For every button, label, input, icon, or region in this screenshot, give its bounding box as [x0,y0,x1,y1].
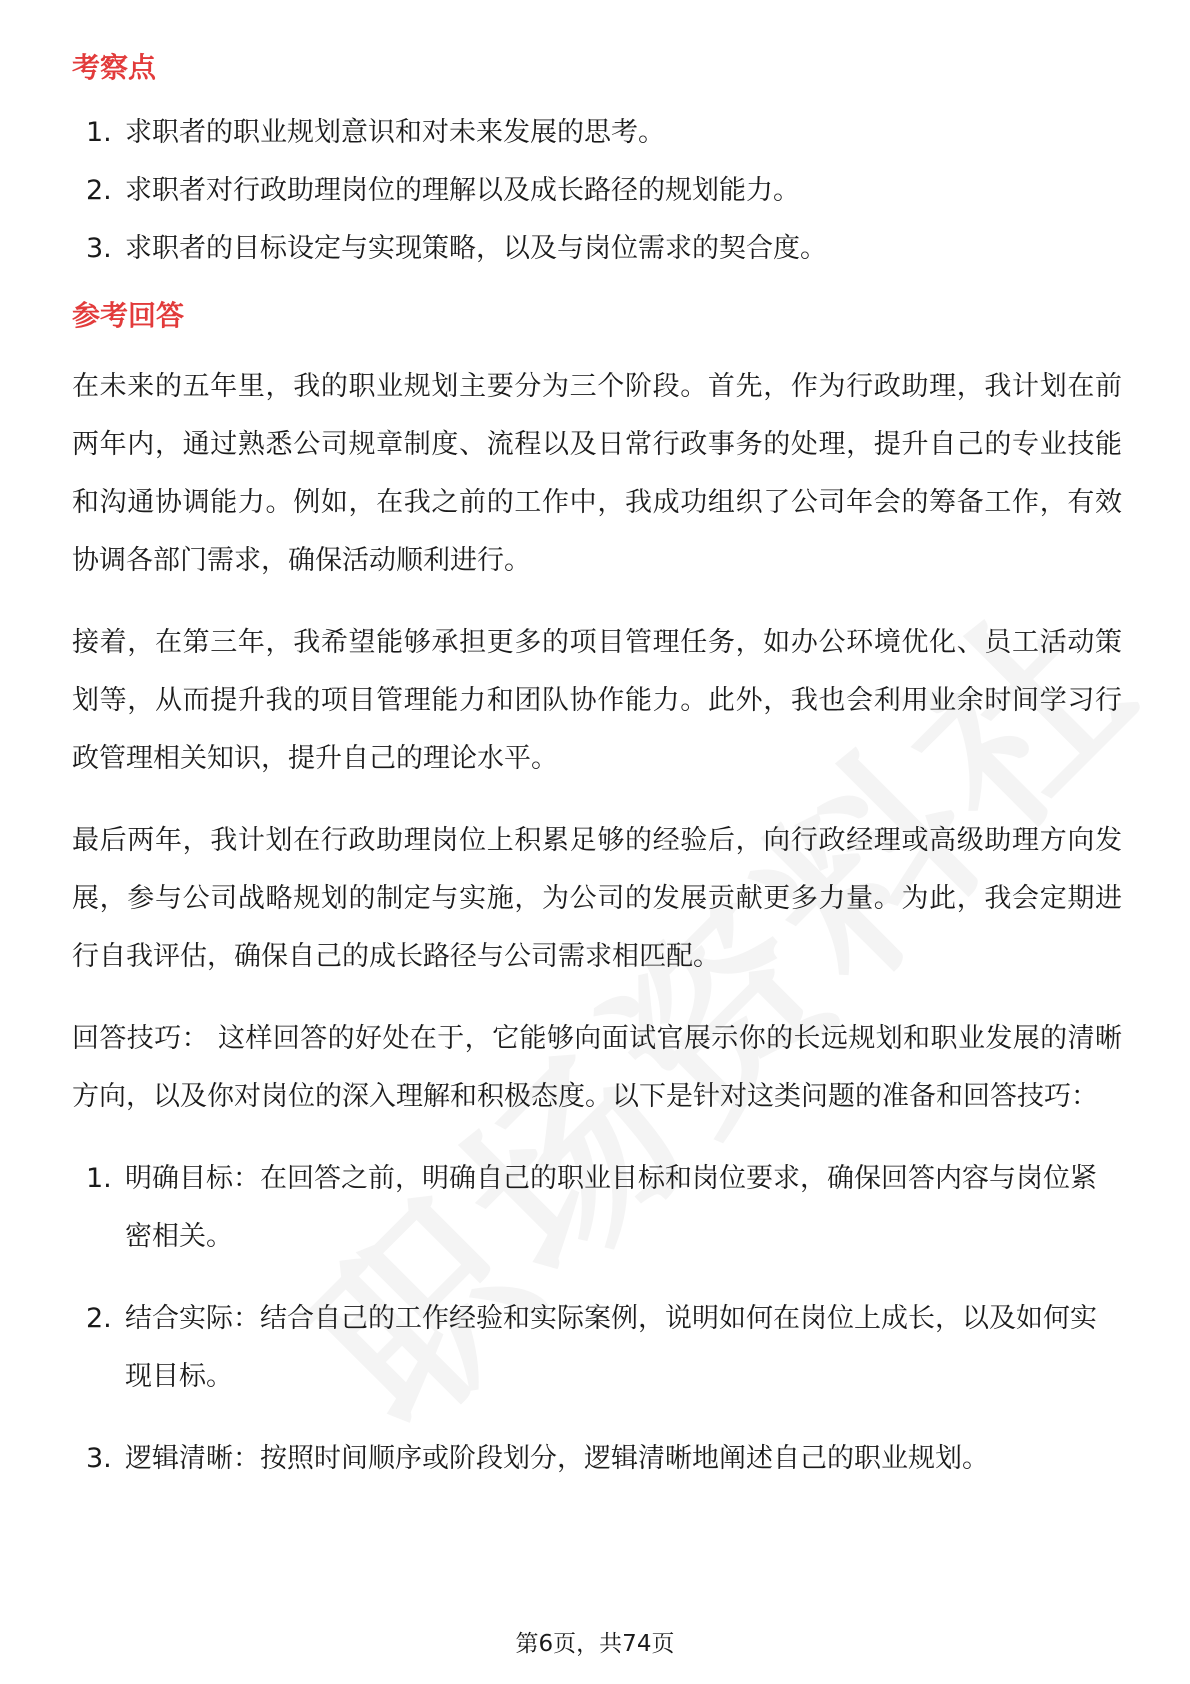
list-number: 3. [86,233,112,264]
list-number: 2. [86,1303,112,1334]
section-title-reference-answer: 参考回答 [72,299,185,332]
list-number: 1. [86,1163,112,1194]
answer-paragraph-1: 在未来的五年里，我的职业规划主要分为三个阶段。首先，作为行政助理，我计划在前两年内，通过熟悉公司规章制度、流程以及日常行政事务的处理，提升自己的专业技能和沟通协调能力。例如，在我之前的工作中，我成功组织了公司年会的筹备工作，有效协调各部门需求，确保活动顺利进行。 [72,371,1122,576]
document-page [72,40,1122,1488]
list-item [72,1290,1122,1406]
answer-tips-intro: 回答技巧： 这样回答的好处在于，它能够向面试官展示你的长远规划和职业发展的清晰方向，以及你对岗位的深入理解和积极态度。以下是针对这类问题的准备和回答技巧： [72,1023,1122,1112]
evaluation-points-list [72,104,1122,278]
list-text: 求职者的目标设定与实现策略，以及与岗位需求的契合度。 [125,233,827,264]
page-number-footer: 第6页，共74页 [515,1631,675,1657]
answer-paragraph-3: 最后两年，我计划在行政助理岗位上积累足够的经验后，向行政经理或高级助理方向发展，参与公司战略规划的制定与实施，为公司的发展贡献更多力量。为此，我会定期进行自我评估，确保自己的成长路径与公司需求相匹配。 [72,825,1122,972]
list-item [72,162,1122,220]
list-item [72,1150,1122,1266]
list-number: 1. [86,117,112,148]
list-text: 求职者的职业规划意识和对未来发展的思考。 [125,117,665,148]
list-text: 明确目标：在回答之前，明确自己的职业目标和岗位要求，确保回答内容与岗位紧密相关。 [125,1163,1097,1252]
list-number: 3. [86,1443,112,1474]
list-text: 逻辑清晰：按照时间顺序或阶段划分，逻辑清晰地阐述自己的职业规划。 [125,1443,989,1474]
section-title-kaochadian: 考察点 [72,51,157,84]
list-text: 求职者对行政助理岗位的理解以及成长路径的规划能力。 [125,175,800,206]
list-item [72,1430,1122,1488]
list-item [72,104,1122,162]
answer-tips-list [72,1150,1122,1488]
list-text: 结合实际：结合自己的工作经验和实际案例，说明如何在岗位上成长，以及如何实现目标。 [125,1303,1097,1392]
list-item [72,220,1122,278]
answer-paragraph-2: 接着，在第三年，我希望能够承担更多的项目管理任务，如办公环境优化、员工活动策划等，从而提升我的项目管理能力和团队协作能力。此外，我也会利用业余时间学习行政管理相关知识，提升自己的理论水平。 [72,627,1122,774]
list-number: 2. [86,175,112,206]
